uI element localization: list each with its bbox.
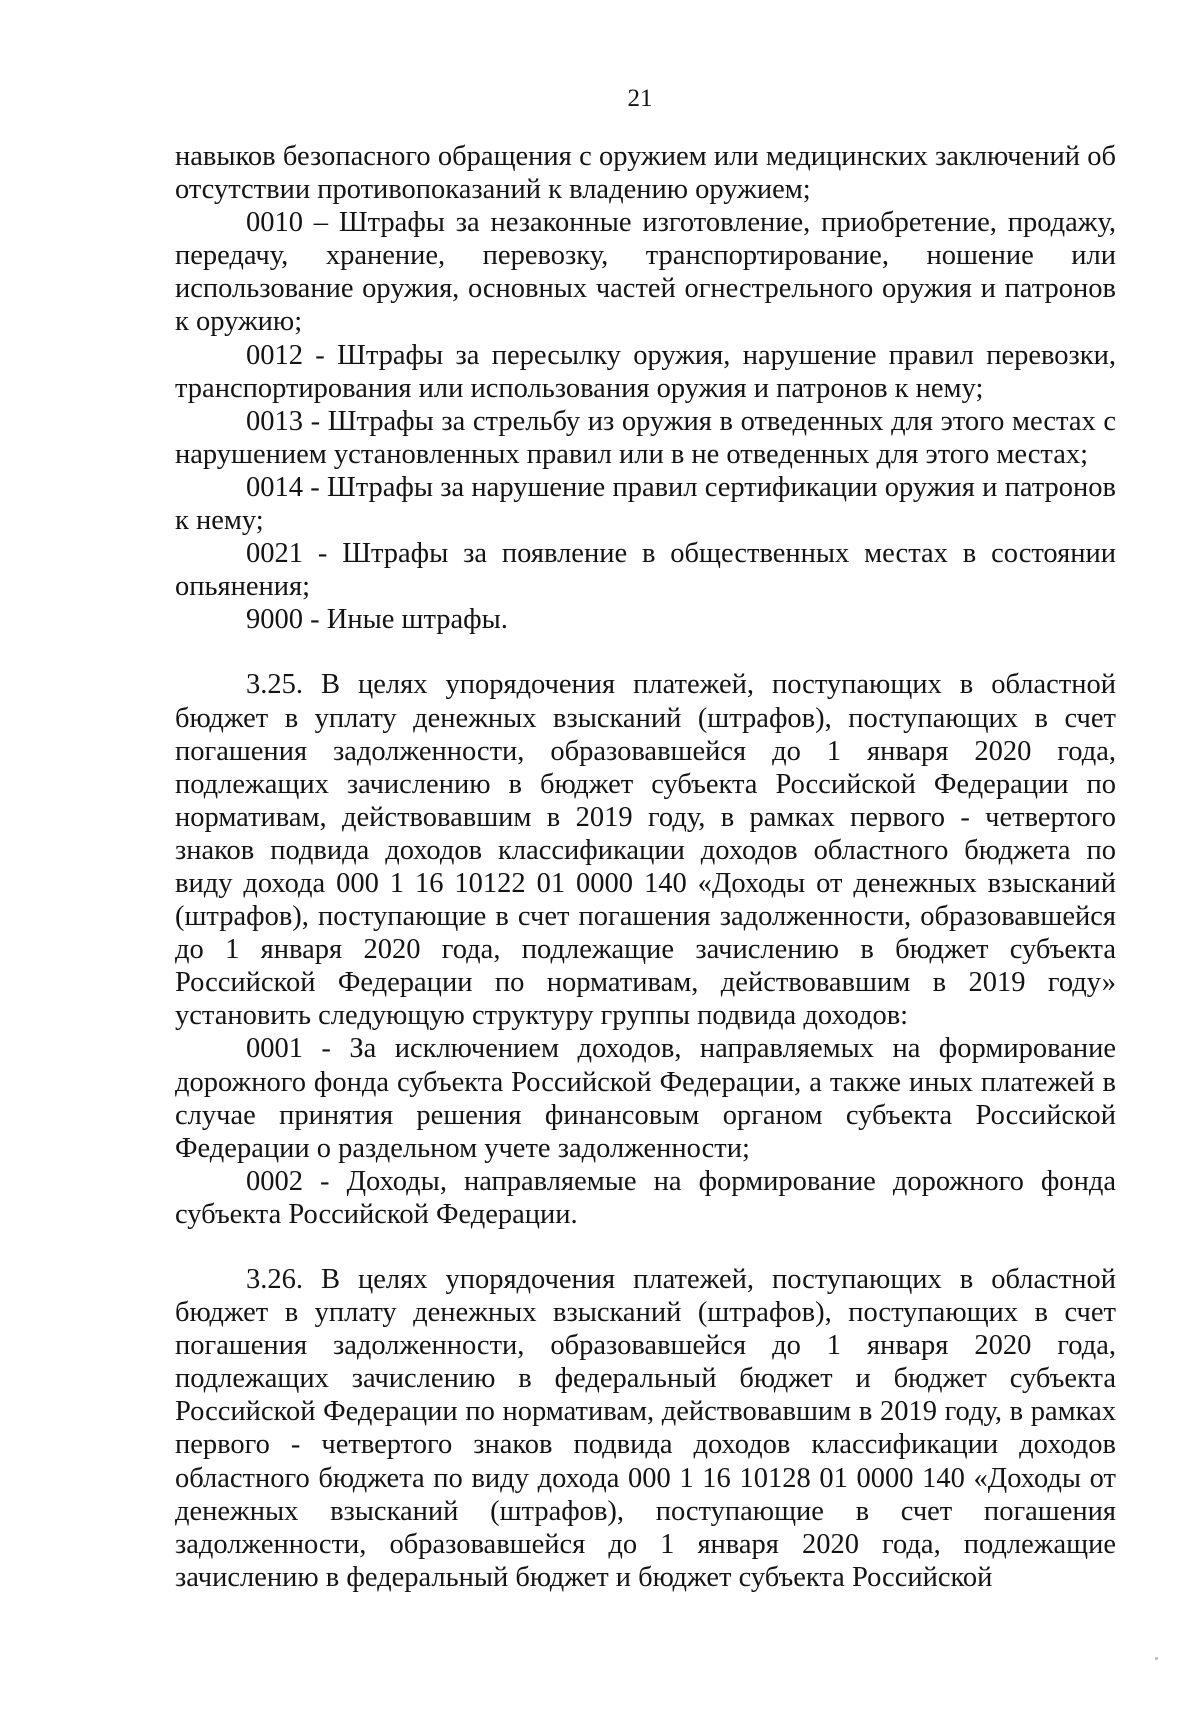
paragraph-section-3-26: 3.26. В целях упорядочения платежей, поступающих в областной бюджет в уплату денежных взысканий (штрафов), поступающих в счет погашения задолженности, образовавшейся до 1 января 2020 года, подлежащих зачислению в федеральный бюджет и бюджет субъекта Российской Федерации по нормативам, действовавшим в 2019 году, в рамках первого - четвертого знаков подвида доходов классификации доходов областного бюджета по виду дохода 000 1 16 10128 01 0000 140 «Доходы от денежных взысканий (штрафов), поступающие в счет погашения задолженности, образовавшейся до 1 января 2020 года, подлежащие зачислению в федеральный бюджет и бюджет субъекта Российской xyxy=(175,1264,1116,1593)
paragraph-code-0002: 0002 - Доходы, направляемые на формирование дорожного фонда субъекта Российской Федерации. xyxy=(175,1165,1116,1230)
paragraph-code-0001: 0001 - За исключением доходов, направляемых на формирование дорожного фонда субъекта Российской Федерации, а также иных платежей в случае принятия решения финансовым органом субъекта Российской Федерации о раздельном учете задолженности; xyxy=(175,1033,1116,1164)
paragraph-section-3-25: 3.25. В целях упорядочения платежей, поступающих в областной бюджет в уплату денежных взысканий (штрафов), поступающих в счет погашения задолженности, образовавшейся до 1 января 2020 года, подлежащих зачислению в бюджет субъекта Российской Федерации по нормативам, действовавшим в 2019 году, в рамках первого - четвертого знаков подвида доходов классификации доходов областного бюджета по виду дохода 000 1 16 10122 01 0000 140 «Доходы от денежных взысканий (штрафов), поступающие в счет погашения задолженности, образовавшейся до 1 января 2020 года, подлежащие зачислению в бюджет субъекта Российской Федерации по нормативам, действовавшим в 2019 году» установить следующую структуру группы подвида доходов: xyxy=(175,669,1116,1032)
paragraph-code-0014: 0014 - Штрафы за нарушение правил сертификации оружия и патронов к нему; xyxy=(175,471,1116,537)
paragraph-code-0012: 0012 - Штрафы за пересылку оружия, нарушение правил перевозки, транспортирования или использования оружия и патронов к нему; xyxy=(175,339,1116,404)
paragraph-code-0021: 0021 - Штрафы за появление в общественных местах в состоянии опьянения; xyxy=(175,538,1116,603)
scan-speck xyxy=(1155,1657,1158,1660)
page-number: 21 xyxy=(627,85,653,112)
paragraph-code-9000: 9000 - Иные штрафы. xyxy=(246,604,508,636)
paragraph-continuation: навыков безопасного обращения с оружием или медицинских заключений об отсутствии противопоказаний к владению оружием; xyxy=(175,141,1116,206)
paragraph-code-0013: 0013 - Штрафы за стрельбу из оружия в отведенных для этого местах с нарушением установленных правил или в не отведенных для этого местах; xyxy=(175,405,1116,470)
document-body xyxy=(175,140,1116,1594)
paragraph-code-0010: 0010 – Штрафы за незаконные изготовление, приобретение, продажу, передачу, хранение, перевозку, транспортирование, ношение или использование оружия, основных частей огнестрельного оружия и патронов к оружию; xyxy=(175,207,1116,338)
